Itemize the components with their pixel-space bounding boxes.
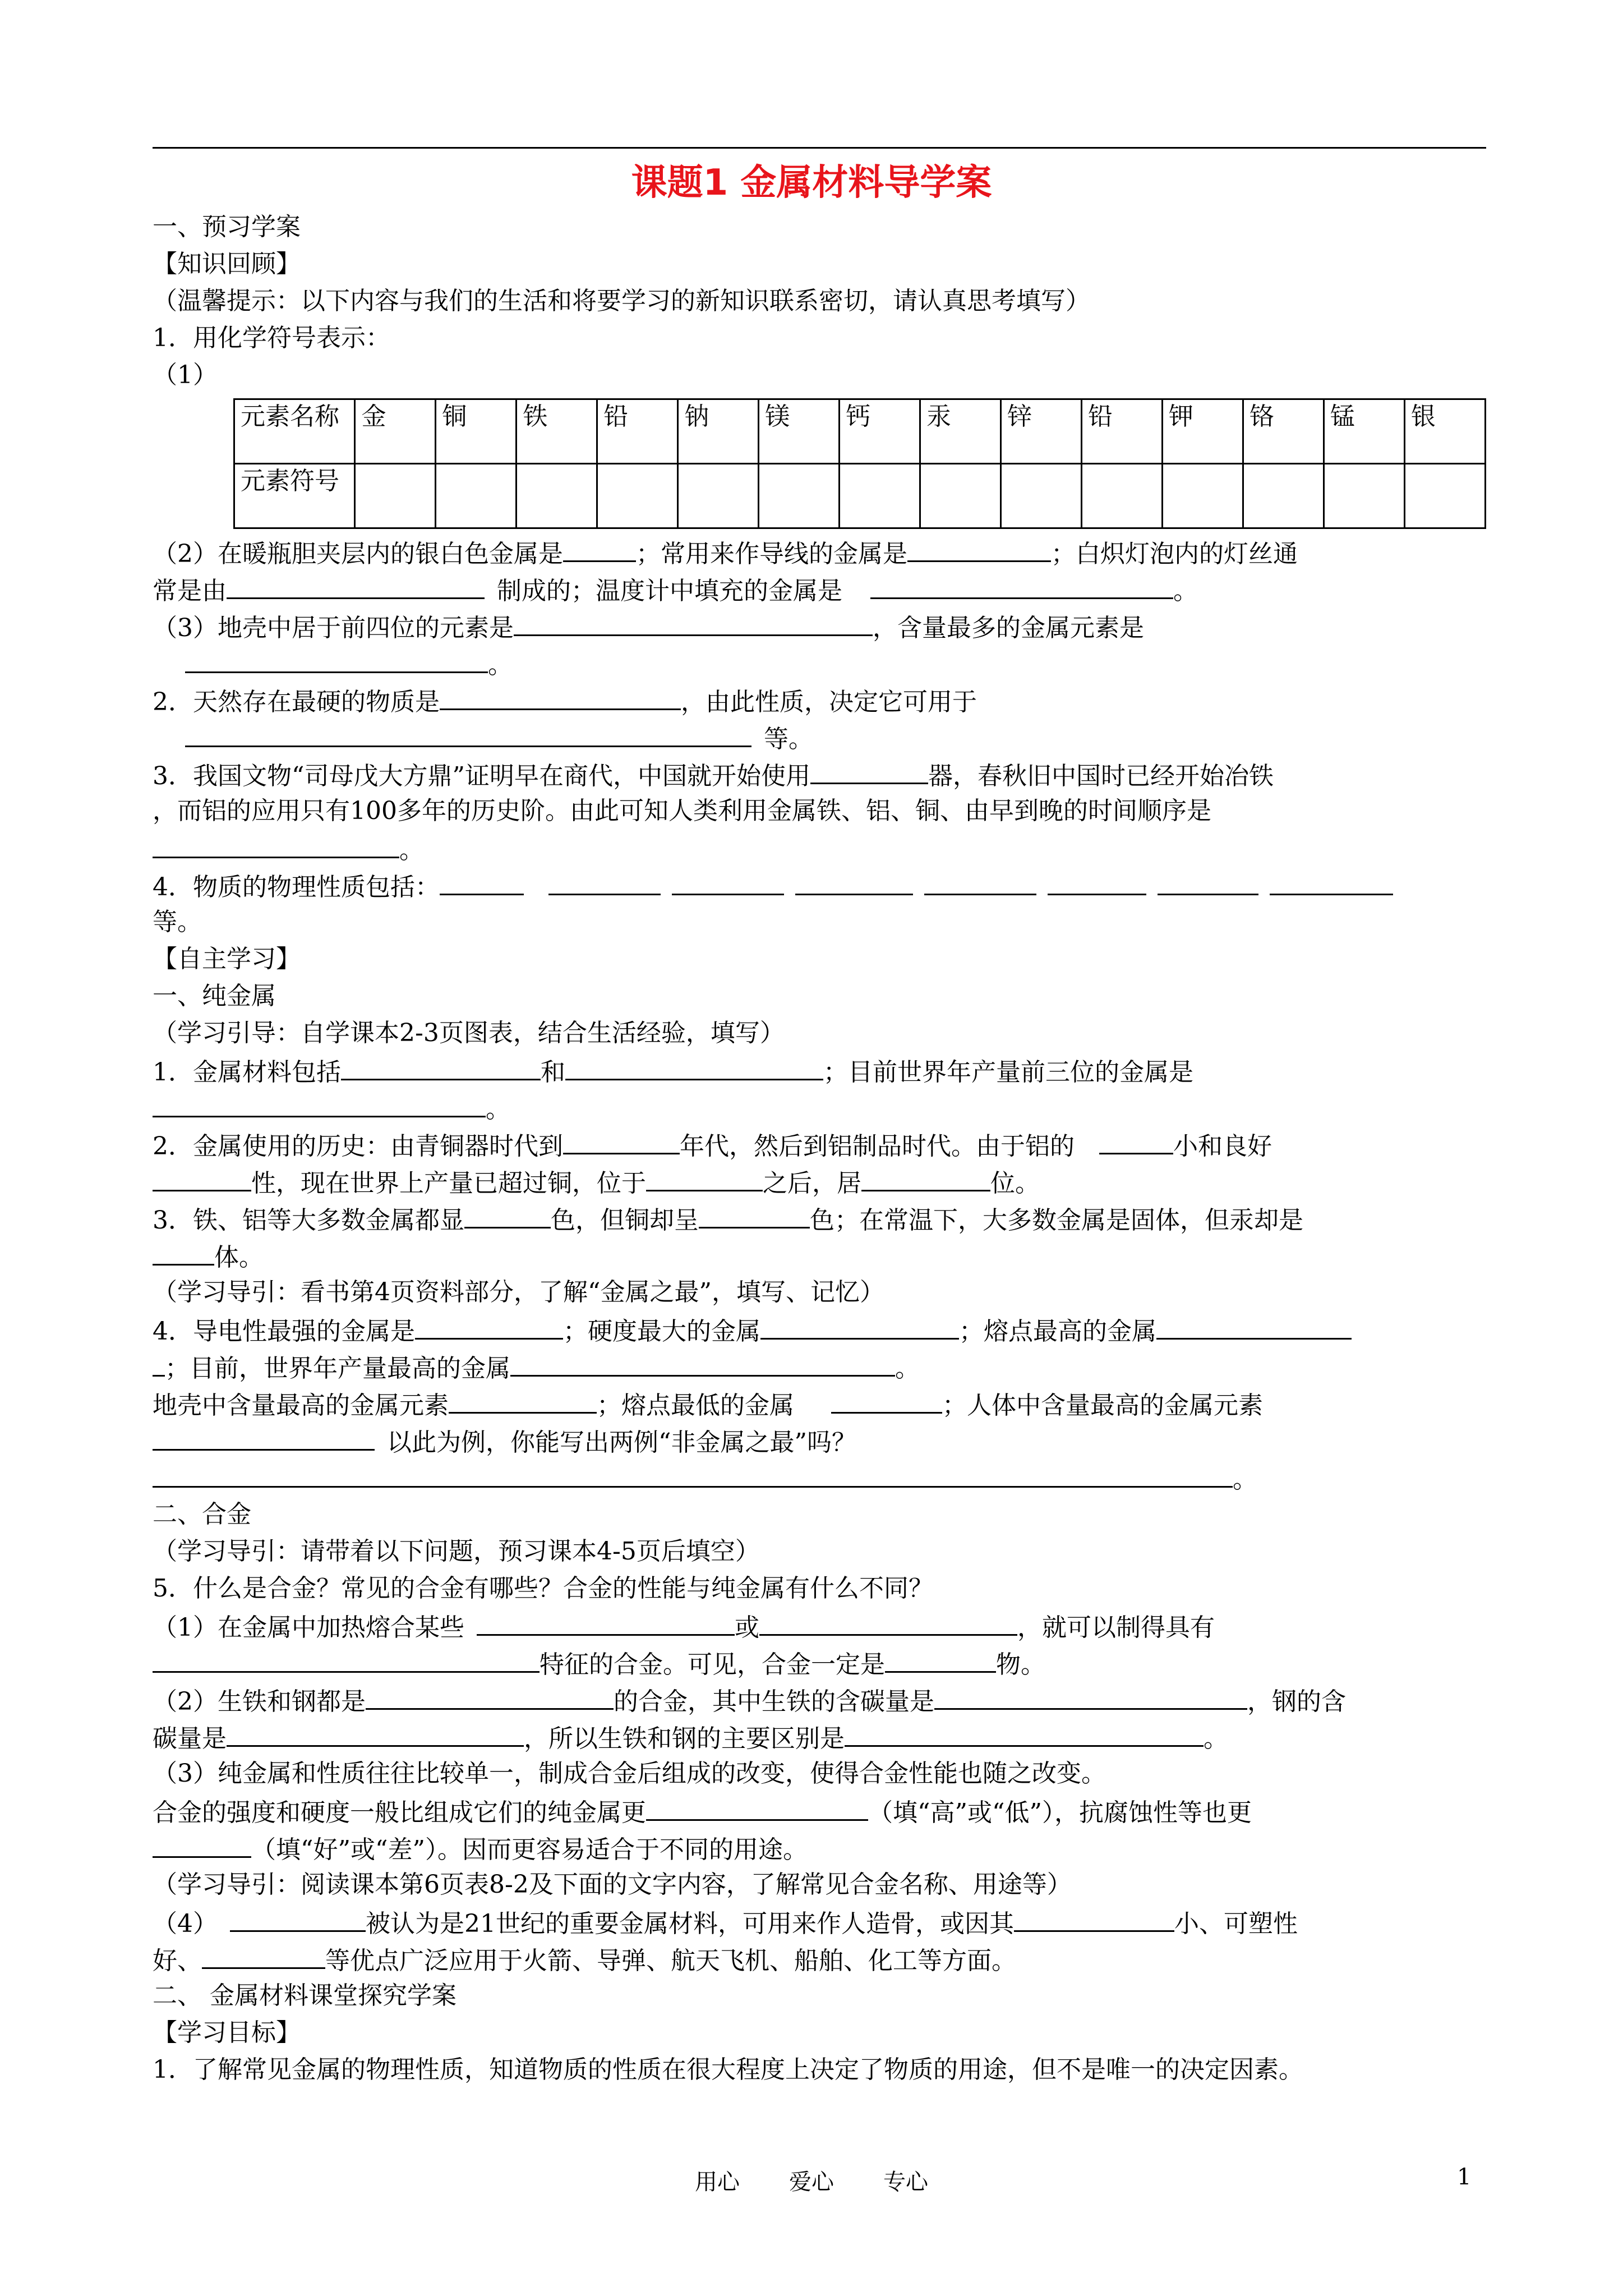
item-1: 1．金属材料包括 和 ；目前世界年产量前三位的金属是 (153, 1052, 1486, 1089)
item-4: 4．导电性最强的金属是 ；硬度最大的金属 ；熔点最高的金属 (153, 1311, 1486, 1348)
answer-blank[interactable] (440, 682, 681, 710)
symbol-blank-cell[interactable] (1324, 464, 1404, 528)
question-1-part-2: （2）在暖瓶胆夹层内的银白色金属是 ；常用来作导线的金属是 ；白炽灯泡内的灯丝通 (153, 533, 1486, 570)
answer-blank[interactable] (1156, 1311, 1352, 1340)
table-header-cell: 元素名称 (234, 399, 355, 464)
item-5-part-2: （2）生铁和钢都是 的合金，其中生铁的含碳量是 ，钢的含 (153, 1681, 1486, 1718)
page-number: 1 (1457, 2164, 1472, 2190)
element-name-cell: 钠 (678, 399, 759, 464)
item-5-part-3: （3）纯金属和性质往往比较单一，制成合金后组成的改变，使得合金性能也随之改变。 (153, 1759, 1106, 1788)
answer-blank[interactable] (934, 1681, 1247, 1710)
subsection-heading: 【自主学习】 (153, 945, 301, 973)
section-heading: 一、纯金属 (153, 982, 276, 1010)
table-row (234, 464, 1486, 528)
answer-blank[interactable] (185, 645, 488, 673)
answer-blank[interactable] (153, 1644, 540, 1673)
answer-blank[interactable] (563, 1126, 680, 1154)
item-5: 5．什么是合金？常见的合金有哪些？合金的性能与纯金属有什么不同？ (153, 1574, 933, 1603)
answer-blank[interactable] (477, 1607, 735, 1636)
element-name-cell: 锰 (1324, 399, 1404, 464)
question-1-part-1: （1） (153, 361, 218, 389)
answer-blank[interactable] (548, 867, 661, 895)
symbol-blank-cell[interactable] (1001, 464, 1082, 528)
answer-blank[interactable] (760, 1311, 959, 1340)
answer-blank[interactable] (1270, 867, 1393, 895)
answer-blank[interactable] (449, 1385, 597, 1414)
section-heading: 一、预习学案 (153, 213, 301, 241)
question-1-part-3: （3）地壳中居于前四位的元素是 ，含量最多的金属元素是 (153, 608, 1486, 645)
document-title: 课题1 金属材料导学案 (631, 162, 992, 204)
item-2: 2．金属使用的历史：由青铜器时代到 年代，然后到铝制品时代。由于铝的 小和良好 (153, 1126, 1486, 1163)
answer-blank[interactable] (510, 1348, 895, 1377)
guide-text: （学习导引：请带着以下问题，预习课本4-5页后填空） (153, 1537, 760, 1566)
subsection-heading: 【知识回顾】 (153, 250, 301, 278)
answer-blank[interactable] (565, 1052, 823, 1080)
header-rule (153, 147, 1486, 149)
guide-text: （学习导引：阅读课本第6页表8-2及下面的文字内容，了解常见合金名称、用途等） (153, 1870, 1072, 1899)
answer-blank[interactable] (153, 1422, 375, 1451)
answer-blank[interactable] (1158, 867, 1258, 895)
answer-blank[interactable] (153, 1089, 486, 1117)
answer-blank[interactable] (153, 1163, 251, 1191)
symbol-blank-cell[interactable] (436, 464, 517, 528)
element-name-cell: 钙 (840, 399, 920, 464)
element-name-cell: 银 (1404, 399, 1485, 464)
answer-blank[interactable] (153, 1348, 165, 1377)
answer-blank[interactable] (1048, 867, 1146, 895)
element-name-cell: 铬 (1243, 399, 1324, 464)
answer-blank[interactable] (153, 1829, 251, 1858)
symbol-blank-cell[interactable] (1243, 464, 1324, 528)
item-3: 3．铁、铝等大多数金属都显 色，但铜却呈 色；在常温下，大多数金属是固体，但汞却是 (153, 1200, 1486, 1237)
element-name-cell: 金 (355, 399, 436, 464)
answer-blank[interactable] (153, 1459, 1233, 1488)
answer-blank[interactable] (153, 830, 399, 858)
tip-text: （温馨提示：以下内容与我们的生活和将要学习的新知识联系密切，请认真思考填写） (153, 287, 1090, 315)
answer-blank[interactable] (1099, 1126, 1173, 1154)
answer-blank[interactable] (230, 1903, 366, 1932)
answer-blank[interactable] (831, 1385, 942, 1414)
table-header-cell: 元素符号 (234, 464, 355, 528)
goal-1: 1．了解常见金属的物理性质，知道物质的性质在很大程度上决定了物质的用途，但不是唯一的决定因素。 (153, 2055, 1303, 2084)
answer-blank[interactable] (514, 608, 873, 636)
answer-blank[interactable] (810, 756, 928, 784)
footer-item: 用心 (695, 2169, 740, 2195)
symbol-blank-cell[interactable] (678, 464, 759, 528)
table-row (234, 399, 1486, 464)
footer-item: 爱心 (789, 2169, 834, 2195)
symbol-blank-cell[interactable] (840, 464, 920, 528)
answer-blank[interactable] (366, 1681, 614, 1710)
guide-text: （学习引导：自学课本2-3页图表，结合生活经验，填写） (153, 1019, 785, 1047)
element-name-cell: 锌 (1001, 399, 1082, 464)
answer-blank[interactable] (415, 1311, 563, 1340)
element-name-cell: 汞 (920, 399, 1001, 464)
question-2: 2．天然存在最硬的物质是 ，由此性质，决定它可用于 (153, 682, 1486, 719)
element-name-cell: 钾 (1162, 399, 1243, 464)
element-table (233, 398, 1486, 529)
answer-blank[interactable] (227, 570, 485, 599)
answer-blank[interactable] (672, 867, 784, 895)
symbol-blank-cell[interactable] (759, 464, 840, 528)
question-1: 1．用化学符号表示： (153, 324, 390, 352)
element-name-cell: 铅 (597, 399, 678, 464)
question-3: 3．我国文物“司母戊大方鼎”证明早在商代，中国就开始使用 器，春秋旧中国时已经开始冶铁 (153, 756, 1486, 793)
answer-blank[interactable] (153, 1237, 214, 1266)
symbol-blank-cell[interactable] (597, 464, 678, 528)
answer-blank[interactable] (341, 1052, 541, 1080)
section-heading: 二、 金属材料课堂探究学案 (153, 1981, 457, 2010)
item-5-part-4: （4） 被认为是21世纪的重要金属材料，可用来作人造骨，或因其 小、可塑性 (153, 1903, 1486, 1940)
answer-blank[interactable] (870, 570, 1173, 599)
answer-blank[interactable] (845, 1718, 1204, 1747)
element-name-cell: 铜 (436, 399, 517, 464)
answer-blank[interactable] (563, 533, 636, 562)
footer (0, 2164, 1623, 2196)
answer-blank[interactable] (440, 867, 524, 895)
answer-blank[interactable] (646, 1163, 763, 1191)
symbol-blank-cell[interactable] (355, 464, 436, 528)
element-name-cell: 镁 (759, 399, 840, 464)
answer-blank[interactable] (861, 1163, 990, 1191)
subsection-heading: 【学习目标】 (153, 2018, 301, 2047)
symbol-blank-cell[interactable] (920, 464, 1001, 528)
answer-blank[interactable] (759, 1607, 1017, 1636)
symbol-blank-cell[interactable] (1162, 464, 1243, 528)
answer-blank[interactable] (924, 867, 1036, 895)
element-name-cell: 铁 (517, 399, 597, 464)
answer-blank[interactable] (885, 1644, 996, 1673)
answer-blank[interactable] (795, 867, 913, 895)
symbol-blank-cell[interactable] (1082, 464, 1163, 528)
answer-blank[interactable] (227, 1718, 524, 1747)
answer-blank[interactable] (699, 1200, 810, 1228)
answer-blank[interactable] (202, 1940, 325, 1969)
footer-item: 专心 (883, 2169, 928, 2195)
answer-blank[interactable] (464, 1200, 551, 1228)
element-name-cell: 铅 (1082, 399, 1163, 464)
answer-blank[interactable] (646, 1792, 868, 1821)
question-4: 4．物质的物理性质包括： (153, 867, 1486, 904)
answer-blank[interactable] (907, 533, 1051, 562)
guide-text: （学习导引：看书第4页资料部分，了解“金属之最”，填写、记忆） (153, 1278, 884, 1306)
symbol-blank-cell[interactable] (517, 464, 597, 528)
symbol-blank-cell[interactable] (1404, 464, 1485, 528)
item-5-part-1: （1）在金属中加热熔合某些 或 ，就可以制得具有 (153, 1607, 1486, 1644)
document-body: 一、预习学案 【知识回顾】 （温馨提示：以下内容与我们的生活和将要学习的新知识联系密切，请认真思考填写） 1．用化学符号表示： （1） 元素名称 金 铜 铁 铅 钠 镁 钙 汞 锌 铅 钾 铬 锰 银 元素符号 （2）在暖瓶胆夹层内的银白色金属是 ；常用来作导线的金属是 ；白炽灯泡内的灯丝通 常是由 制成的；温度计中填充的金属是 。 （3）地壳中居于前四位的元素是 ，含量最多的金属元素是 。 2．天然存在最硬的物质是 ，由此性质，决定它可用于 等。 3．我国文物“司母戊大方鼎”证明早在商代，中国就开始使用 器，春秋旧中国时已经开始冶铁 ，而铝的应用只有100多年的历史阶。由此可知人类利用金属铁、铝、铜、由早到晚的时间顺序是 。 4．物质的物理性质包括： 等。 【自主学习】 一、纯金属 （学习引导：自学课本2-3页图表，结合生活经验，填写） 1．金属材料包括 和 ；目前世界年产量前三位的金属是 。 2．金属使用的历史：由青铜器时代到 年代，然后到铝制品时代。由于铝的 小和良好 性，现在世界上产量已超过铜，位于 之后，居 位。 3．铁、铝等大多数金属都显 色，但铜却呈 色；在常温下，大多数金属是固体，但汞却是 体。 （学习导引：看书第4页资料部分，了解“金属之最”，填写、记忆） 4．导电性最强的金属是 ；硬度最大的金属 ；熔点最高的金属 ；目前，世界年产量最高的金属 。 地壳中含量最高的金属元素 ；熔点最低的金属 ；人体中含量最高的金属元素 以此为例，你能写出两例“非金属之最”吗？ 。 二、合金 （学习导引：请带着以下问题，预习课本4-5页后填空） 5．什么是合金？常见的合金有哪些？合金的性能与纯金属有什么不同？ （1）在金属中加热熔合某些 或 ，就可以制得具有 特征的合金。可见，合金一定是 物。 （2）生铁和钢都是 的合金，其中生铁的含碳量是 ，钢的含 碳量是 ，所以生铁和钢的主要区别是 。 （3）纯金属和性质往往比较单一，制成合金后组成的改变，使得合金性能也随之改变。 合金的强度和硬度一般比组成它们的纯金属更 （填“高”或“低”），抗腐蚀性等也更 （填“好”或“差”）。因而更容易适合于不同的用途。 （学习导引：阅读课本第6页表8-2及下面的文字内容，了解常见合金名称、用途等） （4） 被认为是21世纪的重要金属材料，可用来作人造骨，或因其 小、可塑性 好、 等优点广泛应用于火箭、导弹、航天飞机、船舶、化工等方面。 二、 金属材料课堂探究学案 【学习目标】 1．了解常见金属的物理性质，知道物质的性质在很大程度上决定了物质的用途，但不是唯一的决定因素。 (153, 209, 1486, 2088)
answer-blank[interactable] (185, 719, 751, 747)
section-heading: 二、合金 (153, 1500, 251, 1529)
answer-blank[interactable] (1014, 1903, 1174, 1932)
